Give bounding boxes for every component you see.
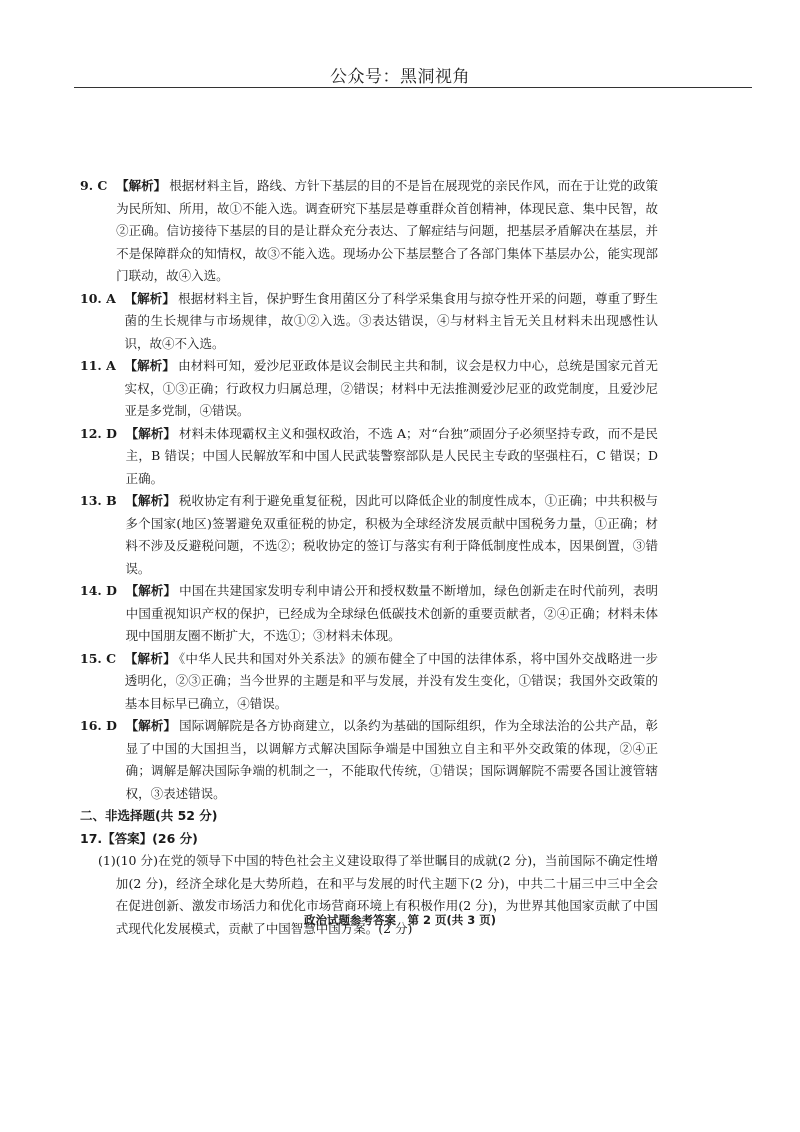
- answer-item-16: [80, 715, 658, 805]
- analysis-tag: 【解析】: [125, 718, 177, 733]
- question-number: 14. D: [80, 583, 117, 598]
- analysis-tag: 【解析】: [124, 650, 176, 666]
- analysis-body: 国际调解院是各方协商建立，以条约为基础的国际组织，作为全球法治的公共产品，彰显了中国的大国担当，以调解方式解决国际争端是中国独立自主和平外交政策的体现，②④正确；调解是解决国际争端的机制之一，不能取代传统，①错误；国际调解院不需要各国让渡管辖权，③表述错误。: [125, 718, 658, 801]
- answer-text: [125, 490, 658, 580]
- section-title: 二、非选择题(共 52 分): [80, 808, 218, 823]
- analysis-body: 材料未体现霸权主义和强权政治，不选 A；对“台独”顽固分子必须坚持专政，而不是民主，B 错误；中国人民解放军和中国人民武装警察部队是人民民主专政的坚强柱石，C 错误；D 正确。: [125, 425, 658, 486]
- answer-text: [125, 355, 658, 423]
- sub-answer-text: (10 分)在党的领导下中国的特色社会主义建设取得了举世瞩目的成就(2 分)，当前国际不确定性增加(2 分)，经济全球化是大势所趋，在和平与发展的时代主题下(2 分)，中共二十届三中三中全会在促进创新、激发市场活力和优化市场营商环境上有积极作用(2 分)，为世界其他国家贡献了中国式现代化发展模式，贡献了中国智慧中国方案。(2 分): [115, 853, 658, 936]
- answer-item-17-header: [80, 828, 658, 851]
- analysis-tag: 【解析】: [116, 178, 167, 193]
- analysis-tag: 【解析】: [124, 358, 176, 373]
- answer-item-14: [80, 580, 658, 648]
- answer-item-10: [80, 288, 658, 356]
- analysis-tag: 【解析】: [124, 290, 176, 306]
- answer-tag: 【答案】(26 分): [102, 830, 198, 846]
- question-number: 10. A: [80, 290, 116, 306]
- answer-item-11: [80, 355, 658, 423]
- header-divider: [74, 87, 752, 88]
- answer-text: [125, 288, 658, 356]
- question-number: 13. B: [80, 493, 117, 508]
- answer-item-15: [80, 648, 658, 716]
- answer-text: [126, 715, 658, 805]
- answer-text: [126, 580, 658, 648]
- analysis-body: 根据材料主旨，保护野生食用菌区分了科学采集食用与掠夺性开采的问题，尊重了野生菌的生长规律与市场规律，故①②入选。③表达错误，④与材料主旨无关且材料未出现感性认识，故④不入选。: [124, 290, 658, 351]
- page-header-watermark: 公众号：黑洞视角: [330, 67, 470, 87]
- page-footer: 政治试题参考答案 第 2 页(共 3 页): [303, 913, 497, 927]
- answer-text: [116, 175, 658, 288]
- analysis-body: 根据材料主旨，路线、方针下基层的目的不是旨在展现党的亲民作风，而在于让党的政策为民所知、所用，故①不能入选。调查研究下基层是尊重群众首创精神，体现民意、集中民智，故②正确。信访接待下基层的目的是让群众充分表达、了解症结与问题，把基层矛盾解决在基层，并不是保障群众的知情权，故③不能入选。现场办公下基层整合了各部门集体下基层办公，能实现部门联动，故④入选。: [116, 178, 658, 283]
- sub-question-number: (1): [98, 853, 116, 868]
- analysis-tag: 【解析】: [125, 493, 176, 508]
- question-number: 17.: [80, 830, 103, 846]
- question-number: 15. C: [80, 650, 117, 666]
- answer-text: [125, 648, 658, 716]
- analysis-body: 《中华人民共和国对外关系法》的颁布健全了中国的法律体系，将中国外交战略进一步透明化，②③正确；当今世界的主题是和平与发展，并没有发生变化，①错误；我国外交政策的基本目标早已确立，④错误。: [124, 650, 658, 711]
- analysis-tag: 【解析】: [125, 583, 177, 598]
- answer-item-9: [80, 175, 658, 288]
- analysis-body: 税收协定有利于避免重复征税，因此可以降低企业的制度性成本，①正确；中共积极与多个国家(地区)签署避免双重征税的协定，积极为全球经济发展贡献中国税务力量，①正确；材料不涉及反避税问题，不选②；税收协定的签订与落实有利于降低制度性成本，因果倒置，③错误。: [125, 493, 658, 576]
- analysis-body: 中国在共建国家发明专利申请公开和授权数量不断增加，绿色创新走在时代前列，表明中国重视知识产权的保护，已经成为全球绿色低碳技术创新的重要贡献者，②④正确；材料未体现中国朋友圈不断扩大，不选①；③材料未体现。: [125, 583, 658, 643]
- answer-item-13: [80, 490, 658, 580]
- question-number: 16. D: [80, 718, 117, 733]
- analysis-tag: 【解析】: [125, 425, 177, 441]
- analysis-body: 由材料可知，爱沙尼亚政体是议会制民主共和制，议会是权力中心，总统是国家元首无实权，①③正确；行政权力归属总理，②错误；材料中无法推测爱沙尼亚的政党制度，且爱沙尼亚是多党制，④错误。: [124, 358, 658, 418]
- answer-content: [80, 175, 658, 940]
- question-number: 12. D: [80, 425, 117, 441]
- question-number: 11. A: [80, 358, 116, 373]
- answer-text: [126, 423, 658, 491]
- question-number: 9. C: [80, 178, 108, 193]
- answer-item-12: [80, 423, 658, 491]
